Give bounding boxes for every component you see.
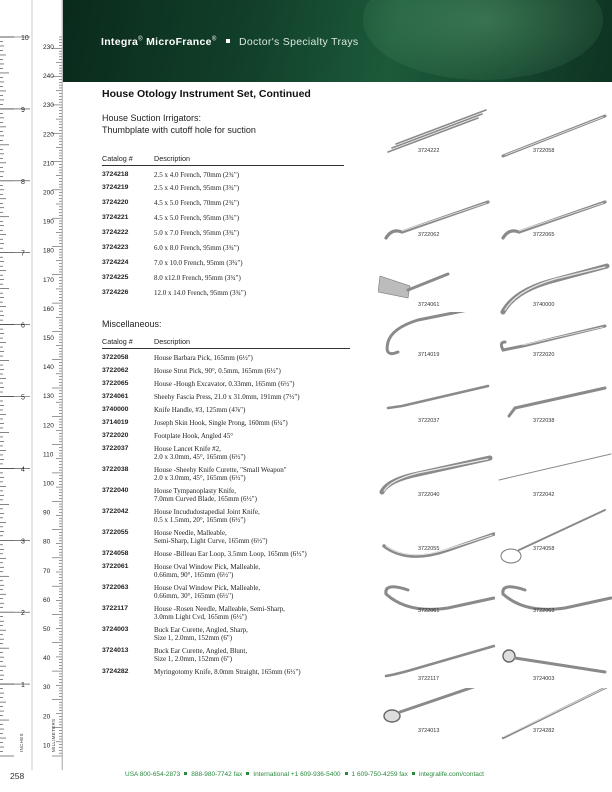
description-line-1: Buck Ear Curette, Angled, Blunt, [154,647,248,655]
instrument-shape [501,549,521,563]
ruler-ticks [0,0,62,770]
description-line-1: House -Billeau Ear Loop, 3.5mm Loop, 165mm (6½") [154,550,307,558]
catalog-number: 3724013 [102,647,129,654]
instrument-drawing [378,452,495,510]
instrument-catalog-label: 3722042 [533,492,555,498]
instrument-shape [503,650,515,662]
catalog-number: 3722037 [102,445,129,452]
col-catalog-header: Catalog # [102,337,154,349]
description-line-1: Buck Ear Curette, Angled, Sharp, [154,626,248,634]
item-description [154,362,350,375]
catalog-number: 3722065 [102,380,129,387]
table-row [102,212,344,227]
description-line-1: House Barbara Pick, 165mm (6½") [154,354,253,362]
instrument-drawing [495,568,612,626]
instrument-shape [382,458,490,492]
catalog-number: 3724003 [102,626,129,633]
description-line-1: Myringotomy Knife, 8.0mm Straight, 165mm (6½") [154,668,301,676]
instrument-catalog-label: 3724222 [418,148,440,154]
description-line-2: 2.0 x 3.0mm, 45°, 165mm (6½") [154,474,246,482]
catalog-number: 3724058 [102,550,129,557]
contact-website: integralife.com/contact [418,771,484,778]
separator-square-icon [226,39,230,43]
item-description [154,663,350,676]
mm-label: 60 [43,596,51,604]
catalog-number: 3722117 [102,605,129,612]
description-line-2: 2.0 x 3.0mm, 45°, 165mm (6½") [154,453,246,461]
inch-label: 10 [21,35,29,42]
instrument-image [495,688,612,746]
description-line-1: House Needle, Malleable, [154,529,227,537]
catalog-number: 3724218 [102,171,129,178]
instrument-shape [388,386,488,408]
page-number: 258 [10,771,25,781]
table-row [102,427,350,440]
page-title: House Otology Instrument Set, Continued [102,88,311,100]
separator-square-icon [412,772,415,775]
section1-heading-line1: House Suction Irrigators: [102,113,202,123]
catalog-number: 3722063 [102,584,129,591]
mm-label: 220 [43,131,54,139]
instrument-image [495,636,612,694]
instrument-drawing [495,452,612,510]
instrument-shape [503,587,611,610]
instrument-shape [499,454,611,480]
inch-label: 5 [21,394,25,402]
catalog-number: 3724282 [102,668,129,675]
item-description [154,545,350,558]
instrument-image [495,452,612,510]
catalog-number: 3722055 [102,529,129,536]
brand-name: Integra [101,36,139,48]
separator-square-icon [345,772,348,775]
description-line-2: 0.5 x 1.5mm, 20°, 165mm (6½") [154,516,246,524]
description-line-1: Sheehy Fascia Press, 21.0 x 31.0mm, 191mm (7½") [154,393,300,401]
instrument-shape [505,267,605,310]
instrument-drawing [495,636,612,694]
description-line-1: Knife Handle, #3, 125mm (4⅞") [154,406,246,414]
mm-label: 180 [43,247,54,255]
section1-heading-line2: Thumbplate with cutoff hole for suction [102,125,256,135]
instrument-shape [519,203,603,231]
instrument-image [378,688,495,746]
instrument-shape [378,276,410,298]
description-line-1: House Strut Pick, 90°, 0.5mm, 165mm (6½") [154,367,281,375]
mm-label: 70 [43,567,51,575]
ruler-inches-label: INCHES [19,733,24,752]
instrument-image-grid [378,100,612,760]
instrument-catalog-label: 3722020 [533,352,555,358]
mm-label: 50 [43,625,51,633]
table-row [102,166,344,182]
instrument-drawing [378,108,495,166]
instrument-catalog-label: 3722061 [418,608,440,614]
contact-fax: 888-980-7742 fax [191,771,243,778]
item-description [154,414,350,427]
mm-label: 90 [43,509,51,517]
inch-label: 3 [21,538,25,546]
table-row [102,545,350,558]
catalog-number: 3722040 [102,487,129,494]
table-row [102,558,350,579]
description-line-1: House -Sheehy Knife Curette, "Small Weapon" [154,466,287,474]
instrument-catalog-label: 3722040 [418,492,440,498]
mm-label: 200 [43,189,54,197]
description-line-1: House Tympanoplasty Knife, [154,487,237,495]
instrument-image [378,568,495,626]
section1-heading [102,112,256,136]
table-row [102,579,350,600]
item-description [154,440,350,461]
mm-label: 20 [43,713,51,721]
mm-label: 150 [43,334,54,342]
description-line-2: Semi-Sharp, Light Curve, 165mm (6½") [154,537,268,545]
mm-label: 240 [43,73,54,81]
instrument-shape [388,118,478,152]
catalog-number: 3722061 [102,563,129,570]
mm-label: 230 [43,44,54,51]
instrument-shape [384,710,400,722]
mm-label: 170 [43,276,54,284]
item-description [154,461,350,482]
instrument-image [378,192,495,250]
instrument-catalog-label: 3724013 [418,728,440,734]
mm-label: 30 [43,684,51,692]
mm-label: 140 [43,364,54,372]
instrument-shape [503,266,607,312]
item-description [154,524,350,545]
instrument-image [378,452,495,510]
header-banner [63,0,612,82]
catalog-number: 3722042 [102,508,129,515]
contact-line [125,771,484,778]
catalog-number: 3724221 [102,213,129,221]
instrument-image [495,378,612,436]
instrument-image [378,312,495,370]
header-glow [363,0,603,80]
instrument-image [378,636,495,694]
item-description: 8.0 x12.0 French, 95mm (3¾") [154,273,241,282]
instrument-catalog-label: 3724058 [533,546,555,552]
table-row [102,242,344,257]
separator-square-icon [184,772,187,775]
instrument-drawing [378,688,495,746]
instrument-drawing [495,688,612,746]
inch-label: 1 [21,682,25,690]
mm-label: 210 [43,160,54,168]
instrument-drawing [378,312,495,370]
table-row [102,503,350,524]
item-description: 12.0 x 14.0 French, 95mm (3¾") [154,288,247,297]
table-row [102,227,344,242]
instrument-drawing [495,506,612,564]
instrument-catalog-label: 3724282 [533,728,555,734]
table-row [102,375,350,388]
catalog-number: 3724226 [102,288,129,296]
mm-label: 160 [43,305,54,313]
catalog-number: 3722038 [102,466,129,473]
instrument-catalog-label: 3740000 [533,302,555,308]
description-line-1: Footplate Hook, Angled 45° [154,432,234,440]
table-row [102,440,350,461]
item-description: 2.5 x 4.0 French, 70mm (2¾") [154,171,240,179]
item-description [154,388,350,401]
item-description [154,482,350,503]
mm-label: 130 [43,393,54,401]
item-description [154,642,350,663]
instrument-catalog-label: 3722058 [533,148,555,154]
instrument-image [378,378,495,436]
table-row [102,642,350,663]
description-line-2: Size 1, 2.0mm, 152mm (6") [154,634,233,642]
instrument-shape [503,688,609,738]
description-line-2: 7.0mm Curved Blade, 165mm (6½") [154,495,257,503]
instrument-image [495,506,612,564]
table-row [102,272,344,287]
table-row [102,600,350,621]
catalog-number: 3724222 [102,228,129,236]
instrument-catalog-label: 3722055 [418,546,440,552]
section2-heading: Miscellaneous: [102,319,162,329]
instrument-shape [386,646,494,676]
instrument-image [378,108,495,166]
instrument-catalog-label: 3722117 [418,676,440,682]
table-row [102,461,350,482]
instrument-drawing [378,378,495,436]
instrument-image [495,312,612,370]
table-row [102,349,350,363]
catalog-number: 3714019 [102,419,129,426]
instrument-shape [386,587,494,610]
instrument-shape [519,510,605,550]
item-description: 4.5 x 5.0 French, 95mm (3¾") [154,213,240,222]
description-line-2: 3.0mm Light Cvd, 165mm (6½") [154,613,247,621]
item-description: 5.0 x 7.0 French, 95mm (3¾") [154,228,240,237]
instrument-shape [408,274,448,290]
table-row [102,388,350,401]
mm-label: 120 [43,422,54,430]
mm-label: 230 [43,102,54,110]
inch-label: 7 [21,250,25,258]
ruler-millimeters-label: MILLIMETERS [51,718,56,752]
mm-label: 190 [43,218,54,226]
table-row [102,414,350,427]
table-row [102,182,344,197]
instrument-catalog-label: 3722063 [533,608,555,614]
item-description: 4.5 x 5.0 French, 70mm (2¾") [154,198,240,207]
mm-label: 100 [43,480,54,488]
col-description-header: Description [154,337,350,349]
brand-reg-mark-2: ® [211,36,217,43]
description-line-1: House Lancet Knife #2, [154,445,221,453]
description-line-2: Size 1, 2.0mm, 152mm (6") [154,655,233,663]
description-line-1: Joseph Skin Hook, Single Prong, 160mm (6¼") [154,419,288,427]
inch-label: 2 [21,610,25,618]
item-description [154,401,350,414]
instrument-shape [523,327,603,345]
item-description: 6.0 x 8.0 French, 95mm (3¾") [154,243,240,252]
brand-reg-mark: ® [138,36,143,43]
contact-international-fax: 1 609-750-4259 fax [351,771,408,778]
instrument-image [495,108,612,166]
instrument-drawing [495,108,612,166]
catalog-number: 3722058 [102,354,129,361]
instrument-shape [387,312,478,354]
measuring-ruler [0,0,63,770]
item-description: 2.5 x 4.0 French, 95mm (3¾") [154,183,240,192]
instrument-shape [515,658,605,672]
contact-usa-phone: USA 800-654-2873 [125,771,181,778]
instrument-catalog-label: 3722062 [418,232,440,238]
description-line-2: 0.66mm, 30°, 165mm (6½") [154,592,234,600]
table-header-row [102,154,344,166]
catalog-number: 3724224 [102,258,129,266]
table-row [102,663,350,676]
col-catalog-header: Catalog # [102,154,154,166]
table-row [102,482,350,503]
table-row [102,362,350,375]
brand-product: MicroFrance [146,36,212,48]
miscellaneous-table [102,337,350,676]
description-line-1: House Incududostapedial Joint Knife, [154,508,260,516]
item-description: 7.0 x 10.0 French, 95mm (3¾") [154,258,243,267]
mm-label: 10 [43,742,51,750]
mm-label: 110 [43,451,54,459]
description-line-1: House -Hough Excavator, 0.33mm, 165mm (6½") [154,380,295,388]
instrument-drawing [495,192,612,250]
mm-label: 80 [43,538,51,546]
instrument-catalog-label: 3714019 [418,352,440,358]
instrument-catalog-label: 3722038 [533,418,555,424]
catalog-number: 3724061 [102,393,129,400]
instrument-drawing [378,636,495,694]
instrument-catalog-label: 3722037 [418,418,440,424]
item-description [154,558,350,579]
description-line-2: 0.66mm, 90°, 165mm (6½") [154,571,234,579]
description-line-1: House -Rosen Needle, Malleable, Semi-Sharp, [154,605,285,613]
item-description [154,349,350,363]
table-row [102,621,350,642]
catalog-number: 3724225 [102,273,129,281]
instrument-shape [509,388,605,416]
inch-label: 8 [21,178,25,186]
catalog-number: 3724223 [102,243,129,251]
inch-label: 9 [21,106,25,114]
catalog-number: 3740000 [102,406,129,413]
catalog-number: 3722020 [102,432,129,439]
instrument-image [495,192,612,250]
catalog-number: 3722062 [102,367,129,374]
table-row [102,524,350,545]
table-row [102,197,344,212]
instrument-drawing [378,506,495,564]
instrument-drawing [495,378,612,436]
instrument-shape [402,203,486,231]
description-line-1: House Oval Window Pick, Malleable, [154,563,261,571]
inch-label: 6 [21,322,25,330]
item-description [154,427,350,440]
contact-international: International +1 609-936-5400 [253,771,341,778]
col-description-header: Description [154,154,344,166]
instrument-image [378,506,495,564]
instrument-shape [392,114,482,148]
header-subtitle: Doctor's Specialty Trays [238,36,359,48]
inch-label: 4 [21,466,25,474]
item-description [154,375,350,388]
instrument-catalog-label: 3724061 [418,302,440,308]
item-description [154,621,350,642]
brand-line [101,36,358,48]
instrument-shape [400,688,488,712]
catalog-number: 3724219 [102,183,129,191]
instrument-catalog-label: 3724003 [533,676,555,682]
table-header-row [102,337,350,349]
item-description [154,579,350,600]
table-row [102,287,344,302]
suction-irrigator-table [102,154,344,302]
separator-square-icon [246,772,249,775]
item-description [154,503,350,524]
instrument-drawing [378,568,495,626]
table-row [102,401,350,414]
description-line-1: House Oval Window Pick, Malleable, [154,584,261,592]
instrument-image [495,568,612,626]
catalog-number: 3724220 [102,198,129,206]
instrument-drawing [495,312,612,370]
item-description [154,600,350,621]
mm-label: 40 [43,655,51,663]
instrument-drawing [378,192,495,250]
instrument-catalog-label: 3722065 [533,232,555,238]
table-row [102,257,344,272]
instrument-shape [396,110,486,144]
